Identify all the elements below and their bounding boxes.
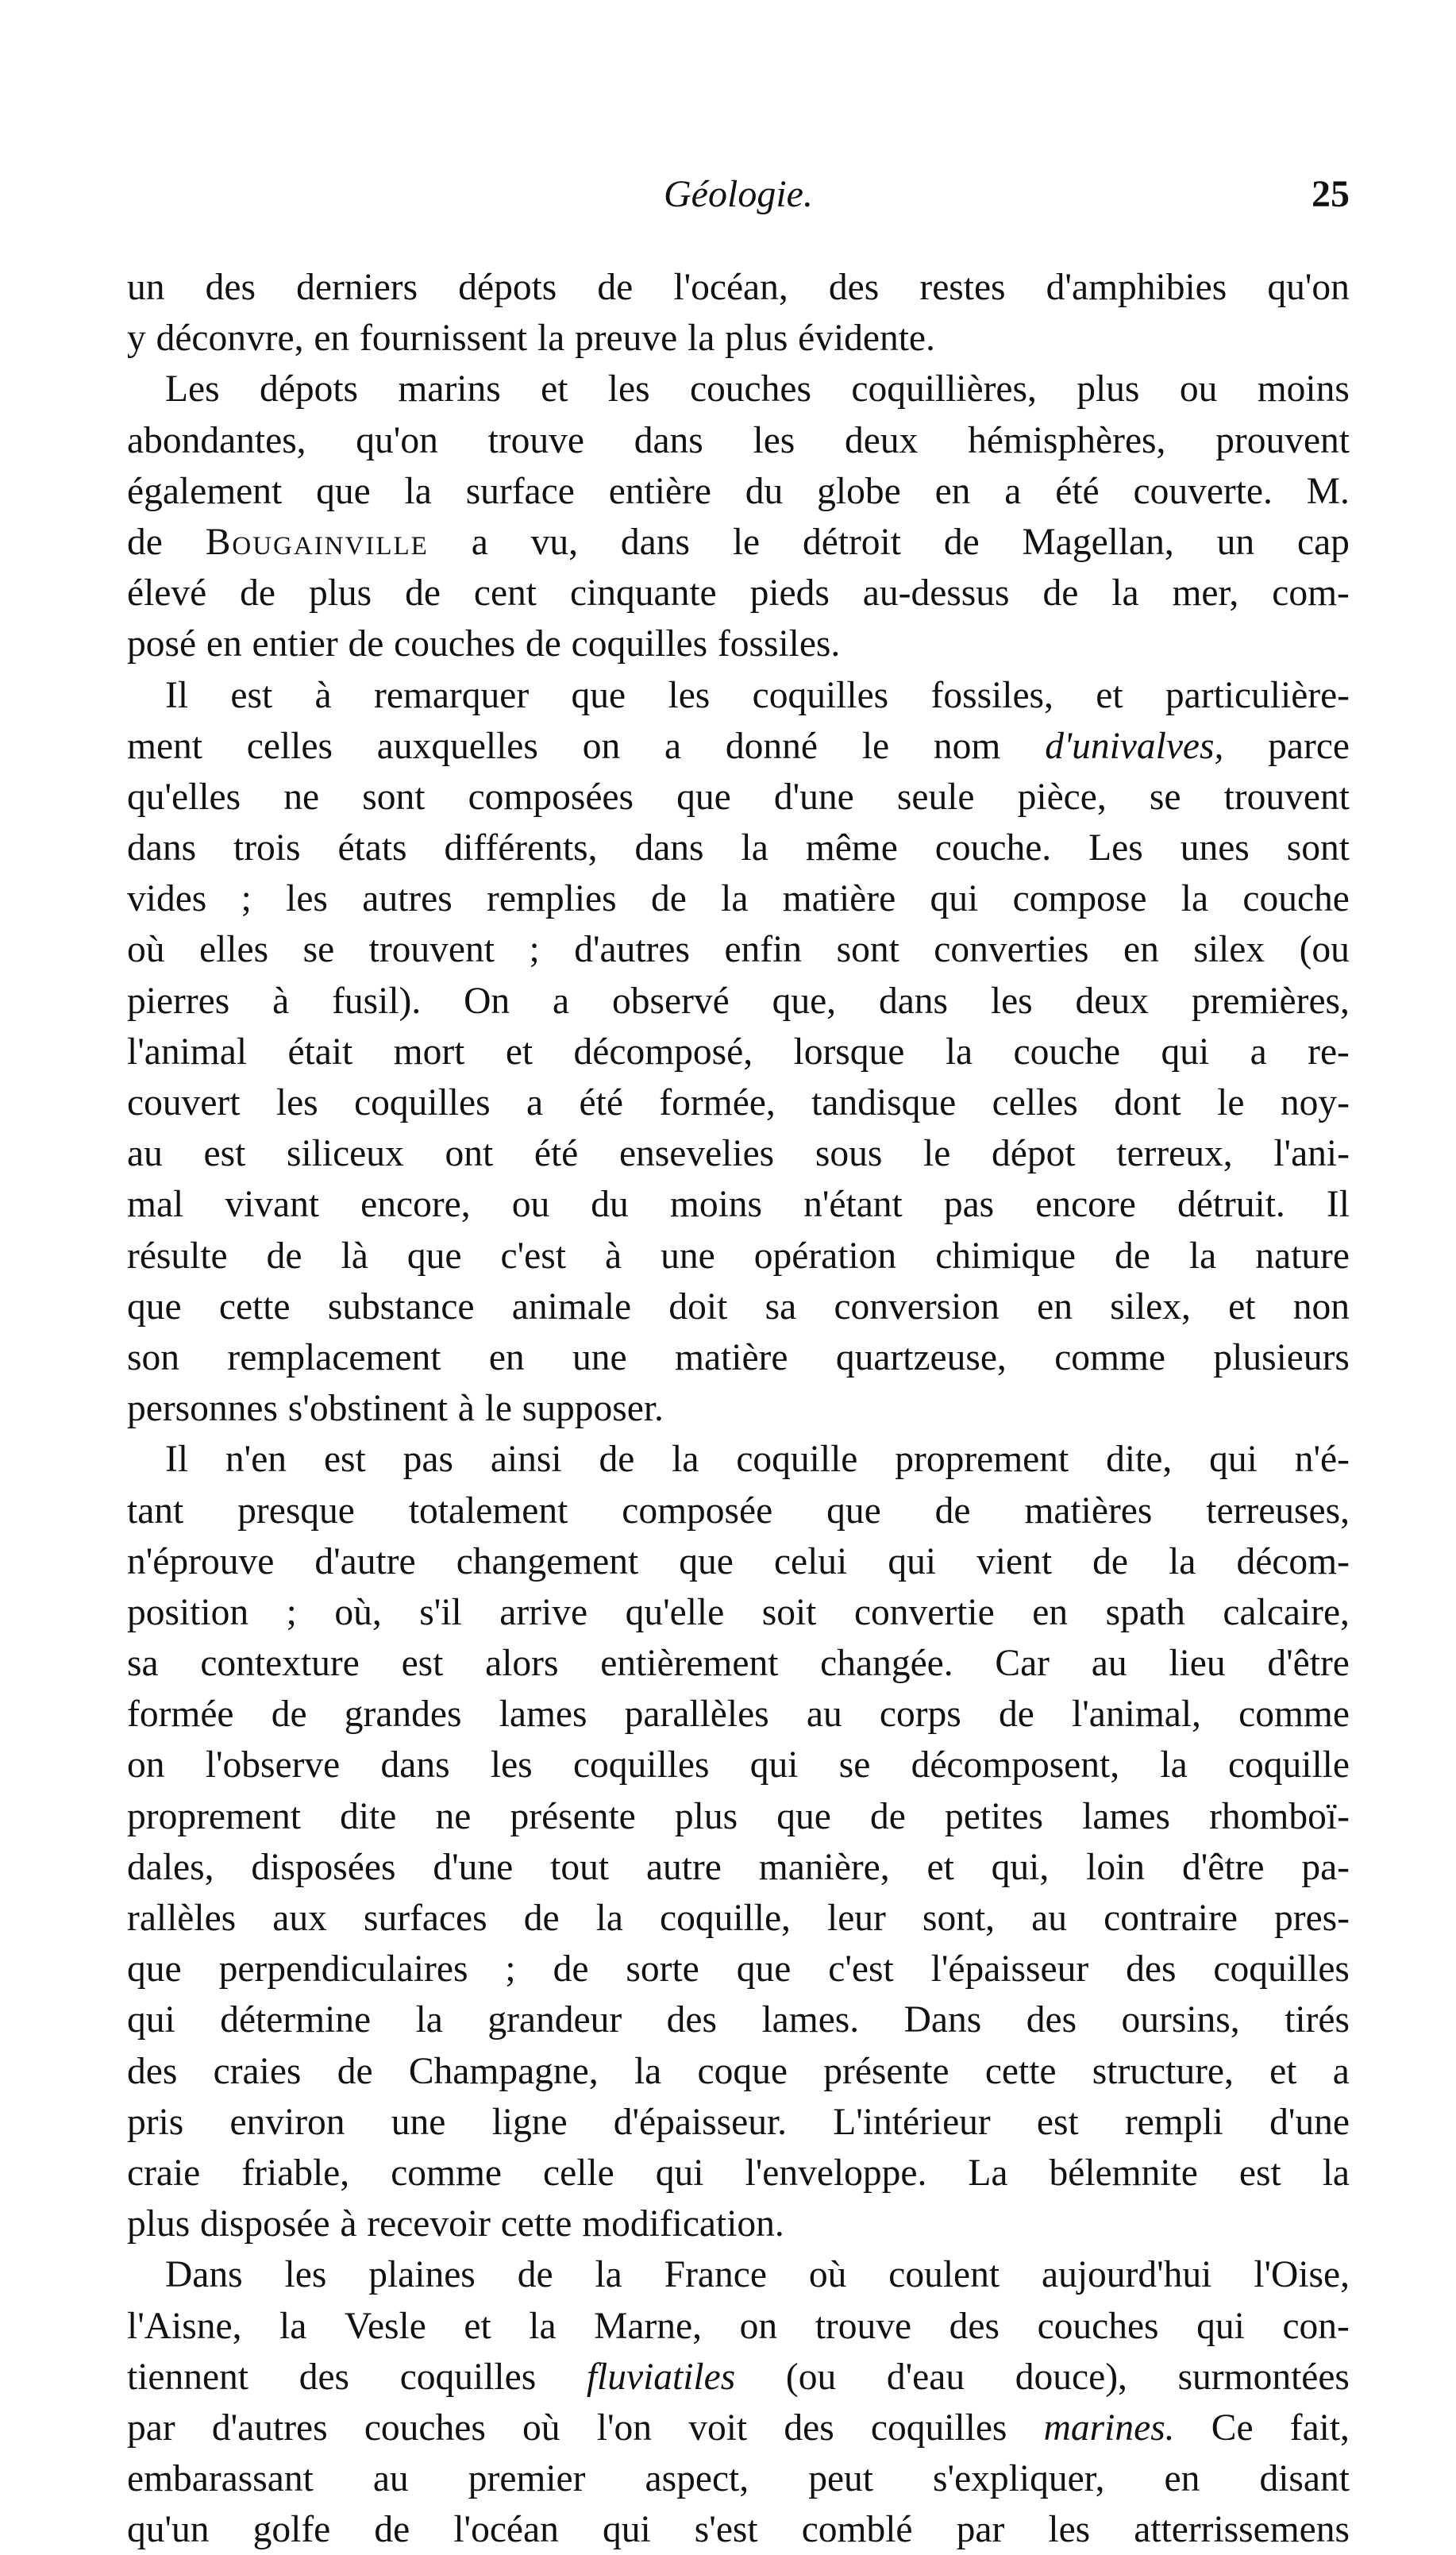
text-line: qu'un golfe de l'océan qui s'est comblé par les atterrissemens (127, 2509, 1350, 2551)
text-line: proprement dite ne présente plus que de petites lames rhomboï- (127, 1795, 1350, 1837)
text-line: pierres à fusil). On a observé que, dans les deux premières, (127, 980, 1350, 1022)
text-line: un des derniers dépots de l'océan, des restes d'amphibies qu'on (127, 267, 1350, 308)
text-line: dales, disposées d'une tout autre manière, et qui, loin d'être pa- (127, 1846, 1350, 1888)
text-line: rallèles aux surfaces de la coquille, leur sont, au contraire pres- (127, 1898, 1350, 1939)
text-line: l'animal était mort et décomposé, lorsque la couche qui a re- (127, 1031, 1350, 1073)
text-line: mal vivant encore, ou du moins n'étant pas encore détruit. Il (127, 1184, 1350, 1226)
page-header (127, 167, 1350, 222)
text-line: vides ; les autres remplies de la matière qui compose la couche (127, 878, 1350, 920)
text-line: qui détermine la grandeur des lames. Dans des oursins, tirés (127, 1999, 1350, 2041)
running-title: Géologie. (664, 173, 813, 215)
text-line: élevé de plus de cent cinquante pieds au-dessus de la mer, com- (127, 572, 1350, 615)
text-line: craie friable, comme celle qui l'enveloppe. La bélemnite est la (127, 2152, 1350, 2194)
text-line: par d'autres couches où l'on voit des coquilles marines. Ce fait, (127, 2407, 1350, 2449)
text-line: Les dépots marins et les couches coquillières, plus ou moins (165, 368, 1350, 410)
text-line: y déconvre, en fournissent la preuve la plus évidente. (127, 318, 935, 360)
text-line: Il est à remarquer que les coquilles fossiles, et particulière- (165, 674, 1350, 716)
text-line: position ; où, s'il arrive qu'elle soit convertie en spath calcaire, (127, 1591, 1350, 1633)
text-line: personnes s'obstinent à le supposer. (127, 1388, 664, 1430)
text-line: des craies de Champagne, la coque présente cette structure, et a (127, 2050, 1350, 2092)
text-line: que perpendiculaires ; de sorte que c'est l'épaisseur des coquilles (127, 1948, 1350, 1990)
text-line: qu'elles ne sont composées que d'une seule pièce, se trouvent (127, 776, 1350, 818)
text-line: résulte de là que c'est à une opération chimique de la nature (127, 1235, 1350, 1277)
text-line: tiennent des coquilles fluviatiles (ou d'eau douce), surmontées (127, 2356, 1350, 2398)
text-line: embarassant au premier aspect, peut s'expliquer, en disant (127, 2458, 1350, 2500)
text-line: dans trois états différents, dans la même couche. Les unes sont (127, 827, 1350, 869)
text-line: que cette substance animale doit sa conversion en silex, et non (127, 1285, 1350, 1328)
text-line: ment celles auxquelles on a donné le nom d'univalves, parce (127, 725, 1350, 767)
page-number: 25 (1312, 173, 1350, 215)
text-line: son remplacement en une matière quartzeuse, comme plusieurs (127, 1336, 1350, 1378)
text-line: plus disposée à recevoir cette modification. (127, 2203, 784, 2245)
text-line: tant presque totalement composée que de matières terreuses, (127, 1489, 1350, 1532)
text-line: pris environ une ligne d'épaisseur. L'intérieur est rempli d'une (127, 2101, 1350, 2143)
body-text (127, 262, 1350, 2555)
text-line: formée de grandes lames parallèles au corps de l'animal, comme (127, 1694, 1350, 1736)
text-line: l'Aisne, la Vesle et la Marne, on trouve des couches qui con- (127, 2305, 1350, 2347)
text-line: on l'observe dans les coquilles qui se décomposent, la coquille (127, 1744, 1350, 1786)
text-line: n'éprouve d'autre changement que celui qui vient de la décom- (127, 1540, 1350, 1582)
text-line: au est siliceux ont été ensevelies sous le dépot terreux, l'ani- (127, 1133, 1350, 1175)
text-line: de Bougainville a vu, dans le détroit de Magellan, un cap (127, 521, 1350, 563)
text-line: posé en entier de couches de coquilles fossiles. (127, 623, 841, 665)
text-line: couvert les coquilles a été formée, tandisque celles dont le noy- (127, 1082, 1350, 1123)
text-line: où elles se trouvent ; d'autres enfin sont converties en silex (ou (127, 929, 1350, 971)
text-line: Dans les plaines de la France où coulent aujourd'hui l'Oise, (165, 2254, 1350, 2296)
text-line: sa contexture est alors entièrement changée. Car au lieu d'être (127, 1643, 1350, 1685)
text-line: abondantes, qu'on trouve dans les deux hémisphères, prouvent (127, 419, 1350, 461)
text-line: également que la surface entière du globe en a été couverte. M. (127, 470, 1350, 512)
text-line: Il n'en est pas ainsi de la coquille proprement dite, qui n'é- (165, 1439, 1350, 1481)
